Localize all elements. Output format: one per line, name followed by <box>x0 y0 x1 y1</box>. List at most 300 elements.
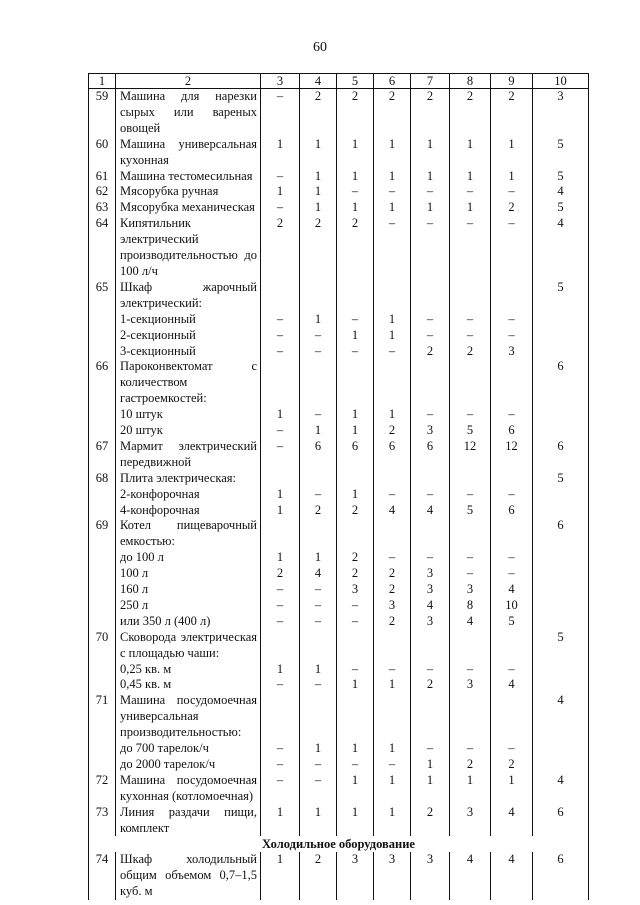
value-cell <box>300 137 337 169</box>
header-cell: 4 <box>300 74 337 89</box>
value-cell <box>374 328 411 344</box>
value: 2 <box>314 89 322 103</box>
value: – <box>466 327 474 342</box>
row-number <box>89 344 116 360</box>
col10-value: 6 <box>533 805 589 837</box>
value: – <box>314 486 322 501</box>
value: – <box>466 216 474 231</box>
value: 1 <box>276 184 284 199</box>
value: 1 <box>314 804 322 819</box>
value-cell <box>300 200 337 216</box>
row-number: 59 <box>89 89 116 137</box>
value-cell <box>450 518 491 550</box>
row-number: 73 <box>89 805 116 837</box>
value: 4 <box>466 852 474 867</box>
col10-value: 5 <box>533 471 589 487</box>
value-cell <box>411 439 450 471</box>
row-name: 10 штук <box>116 407 261 423</box>
value: 6 <box>426 438 434 453</box>
row-name: Котел пищеварочный емкостью: <box>116 518 261 550</box>
value: 2 <box>388 582 396 597</box>
value-cell <box>300 89 337 137</box>
table-row <box>89 89 589 137</box>
row-number <box>89 423 116 439</box>
header-cell: 1 <box>89 74 116 89</box>
value: 3 <box>508 343 515 358</box>
value: 2 <box>351 89 359 103</box>
value-cell <box>300 280 337 312</box>
value-cell <box>411 518 450 550</box>
value-cell <box>261 773 300 805</box>
header-cell: 7 <box>411 74 450 89</box>
value-cell <box>411 805 450 837</box>
value: – <box>426 327 434 342</box>
value-cell <box>491 852 533 900</box>
table-row <box>89 503 589 519</box>
value: – <box>314 756 322 771</box>
value: 5 <box>508 613 515 628</box>
value: 4 <box>466 613 474 628</box>
value-cell <box>450 328 491 344</box>
row-name: Мармит электрический передвижной <box>116 439 261 471</box>
value: 6 <box>388 438 396 453</box>
col10-value <box>533 407 589 423</box>
col10-value: 6 <box>533 359 589 407</box>
value: – <box>276 168 284 183</box>
row-number: 60 <box>89 137 116 169</box>
table-row <box>89 423 589 439</box>
col10-value: 5 <box>533 137 589 169</box>
row-number <box>89 550 116 566</box>
value-cell <box>300 439 337 471</box>
value: 1 <box>466 772 474 787</box>
value-cell <box>337 89 374 137</box>
value: – <box>388 216 396 231</box>
value: 1 <box>388 136 396 151</box>
value: – <box>276 423 284 438</box>
value-cell <box>261 184 300 200</box>
value: 1 <box>276 661 284 676</box>
value: – <box>276 613 284 628</box>
row-number: 74 <box>89 852 116 900</box>
value-cell <box>491 550 533 566</box>
value-cell <box>450 550 491 566</box>
value: 12 <box>505 438 518 453</box>
row-number: 64 <box>89 216 116 280</box>
row-number <box>89 503 116 519</box>
value: 2 <box>388 89 396 103</box>
value-cell <box>337 503 374 519</box>
value-cell <box>337 805 374 837</box>
value-cell <box>450 630 491 662</box>
value: 12 <box>463 438 477 453</box>
value-cell <box>261 518 300 550</box>
value-cell <box>411 216 450 280</box>
value-cell <box>411 137 450 169</box>
value: – <box>466 566 474 581</box>
value-cell <box>491 407 533 423</box>
value: – <box>426 184 434 199</box>
value-cell <box>300 503 337 519</box>
value-cell <box>374 359 411 407</box>
value-cell <box>491 518 533 550</box>
value: – <box>388 661 396 676</box>
value-cell <box>491 200 533 216</box>
value: 2 <box>466 343 474 358</box>
value: 1 <box>314 423 322 438</box>
value-cell <box>261 503 300 519</box>
value-cell <box>300 328 337 344</box>
value: 1 <box>351 407 359 422</box>
value: 3 <box>426 423 434 438</box>
value-cell <box>491 566 533 630</box>
value: 3 <box>466 804 474 819</box>
col10-value <box>533 487 589 503</box>
value-cell <box>337 566 374 630</box>
value: – <box>351 343 359 358</box>
value-cell <box>411 662 450 694</box>
value: 2 <box>388 423 396 438</box>
table-row <box>89 662 589 694</box>
value: 2 <box>351 550 359 565</box>
value: – <box>276 741 284 756</box>
col10-value <box>533 344 589 360</box>
value: 1 <box>314 311 322 326</box>
value-cell <box>411 471 450 487</box>
value: 1 <box>314 136 322 151</box>
value: – <box>466 184 474 199</box>
value-cell <box>337 487 374 503</box>
value: 1 <box>314 550 322 565</box>
col10-value: 5 <box>533 169 589 185</box>
value: – <box>276 327 284 342</box>
value: 2 <box>426 89 434 103</box>
value: – <box>388 756 396 771</box>
value-cell <box>450 503 491 519</box>
value: 1 <box>388 677 396 692</box>
value: 2 <box>426 677 434 692</box>
row-number: 65 <box>89 280 116 312</box>
value: 1 <box>314 168 322 183</box>
value: 1 <box>276 550 284 565</box>
value: – <box>276 756 284 771</box>
value: – <box>314 677 322 692</box>
value-cell <box>450 423 491 439</box>
value: 1 <box>351 168 359 183</box>
value-cell <box>261 662 300 694</box>
value: 1 <box>351 327 359 342</box>
value-cell <box>450 662 491 694</box>
value-cell <box>411 566 450 630</box>
value: 1 <box>388 327 396 342</box>
value: – <box>388 343 396 358</box>
header-row <box>89 74 589 89</box>
value: 4 <box>508 582 515 597</box>
value: 2 <box>276 566 284 581</box>
value-cell <box>374 423 411 439</box>
value: 2 <box>388 613 396 628</box>
value: – <box>351 311 359 326</box>
row-name: Машина тестомесильная <box>116 169 261 185</box>
section-title: Холодильное оборудование <box>89 836 589 852</box>
value: 2 <box>388 566 396 581</box>
value-cell <box>491 359 533 407</box>
table-row <box>89 359 589 407</box>
value-cell <box>491 693 533 741</box>
value: – <box>426 741 434 756</box>
col10-value <box>533 566 589 630</box>
value: 1 <box>388 804 396 819</box>
value-cell <box>300 662 337 694</box>
row-number <box>89 312 116 328</box>
value: – <box>508 407 515 422</box>
value: 3 <box>426 613 434 628</box>
value-cell <box>300 344 337 360</box>
value: – <box>466 486 474 501</box>
value: 2 <box>508 200 515 215</box>
row-name: Машина универсальная кухонная <box>116 137 261 169</box>
value: 4 <box>508 804 515 819</box>
value: 3 <box>426 582 434 597</box>
value-cell <box>374 344 411 360</box>
value-cell <box>300 487 337 503</box>
value-cell <box>337 344 374 360</box>
value-cell <box>374 312 411 328</box>
value: – <box>276 343 284 358</box>
value-cell <box>261 741 300 773</box>
value-cell <box>261 216 300 280</box>
table-row <box>89 312 589 328</box>
col10-value <box>533 503 589 519</box>
value: 1 <box>426 200 434 215</box>
value: 2 <box>466 756 474 771</box>
value-cell <box>261 89 300 137</box>
value: – <box>466 661 474 676</box>
value: – <box>508 550 515 565</box>
row-name: Пароконвектомат с количеством гастроемкостей: <box>116 359 261 407</box>
row-name: 2-секционный <box>116 328 261 344</box>
value-cell <box>337 359 374 407</box>
section-row <box>89 836 589 852</box>
row-number: 68 <box>89 471 116 487</box>
value-cell <box>300 566 337 630</box>
value-cell <box>411 773 450 805</box>
value-cell <box>300 805 337 837</box>
header-cell: 10 <box>533 74 589 89</box>
row-name: Шкаф жарочный электрический: <box>116 280 261 312</box>
row-number: 71 <box>89 693 116 741</box>
value-cell <box>337 852 374 900</box>
value: 1 <box>351 677 359 692</box>
row-name: 0,25 кв. м 0,45 кв. м <box>116 662 261 694</box>
value: – <box>276 597 284 612</box>
value-cell <box>411 359 450 407</box>
header-cell: 5 <box>337 74 374 89</box>
value: 1 <box>388 168 396 183</box>
value-cell <box>300 407 337 423</box>
table-row <box>89 471 589 487</box>
value-cell <box>411 328 450 344</box>
value-cell <box>337 439 374 471</box>
value-cell <box>450 852 491 900</box>
value-cell <box>411 630 450 662</box>
value: – <box>314 407 322 422</box>
value-cell <box>261 312 300 328</box>
value: – <box>466 741 474 756</box>
value: 2 <box>351 216 359 231</box>
value-cell <box>261 407 300 423</box>
value: 1 <box>351 804 359 819</box>
col10-value <box>533 312 589 328</box>
value-cell <box>450 773 491 805</box>
value-cell <box>491 471 533 487</box>
value: 1 <box>276 852 284 867</box>
value-cell <box>450 280 491 312</box>
value-cell <box>450 566 491 630</box>
value-cell <box>261 280 300 312</box>
row-number: 63 <box>89 200 116 216</box>
value-cell <box>491 280 533 312</box>
value-cell <box>491 328 533 344</box>
value-cell <box>300 741 337 773</box>
value: 1 <box>351 423 359 438</box>
row-number <box>89 566 116 630</box>
value-cell <box>450 312 491 328</box>
value: – <box>508 741 515 756</box>
value-cell <box>261 439 300 471</box>
row-name: 3-секционный <box>116 344 261 360</box>
value-cell <box>300 773 337 805</box>
value-cell <box>374 566 411 630</box>
value-cell <box>450 216 491 280</box>
value: 1 <box>508 136 515 151</box>
value: 1 <box>276 136 284 151</box>
value: 2 <box>314 502 322 517</box>
value-cell <box>450 89 491 137</box>
value-cell <box>261 566 300 630</box>
page-number: 60 <box>313 40 327 55</box>
value-cell <box>337 693 374 741</box>
value-cell <box>491 216 533 280</box>
value-cell <box>261 344 300 360</box>
table-row <box>89 200 589 216</box>
row-name: 2-конфорочная <box>116 487 261 503</box>
row-number <box>89 407 116 423</box>
value: 2 <box>426 343 434 358</box>
value: – <box>314 613 322 628</box>
value-cell <box>374 471 411 487</box>
value: 1 <box>388 772 396 787</box>
row-name: Мясорубка механическая <box>116 200 261 216</box>
value: 2 <box>508 756 515 771</box>
value: – <box>508 311 515 326</box>
value-cell <box>374 169 411 185</box>
value: 2 <box>276 216 284 231</box>
value-cell <box>411 312 450 328</box>
value: 10 <box>505 597 518 612</box>
value-cell <box>300 852 337 900</box>
value: 1 <box>351 741 359 756</box>
value: 3 <box>466 582 474 597</box>
value-cell <box>374 550 411 566</box>
value: – <box>314 597 322 612</box>
value-cell <box>450 487 491 503</box>
row-name: Сковорода электрическая с площадью чаши: <box>116 630 261 662</box>
value-cell <box>450 471 491 487</box>
value: 3 <box>426 852 434 867</box>
value: 5 <box>466 502 474 517</box>
value-cell <box>450 169 491 185</box>
value-cell <box>300 550 337 566</box>
value: 2 <box>314 216 322 231</box>
table-row <box>89 137 589 169</box>
col10-value: 4 <box>533 693 589 741</box>
value-cell <box>374 487 411 503</box>
value-cell <box>411 89 450 137</box>
value: – <box>508 327 515 342</box>
value-cell <box>450 137 491 169</box>
value-cell <box>300 169 337 185</box>
value: – <box>426 216 434 231</box>
row-name: Линия раздачи пищи, комплект <box>116 805 261 837</box>
table-row <box>89 344 589 360</box>
value-cell <box>374 439 411 471</box>
value-cell <box>491 503 533 519</box>
col10-value <box>533 328 589 344</box>
row-number <box>89 662 116 694</box>
value: 1 <box>388 741 396 756</box>
col10-value: 4 <box>533 216 589 280</box>
value: 3 <box>466 677 474 692</box>
value: – <box>276 438 284 453</box>
value: – <box>508 566 515 581</box>
value: – <box>466 550 474 565</box>
value-cell <box>300 359 337 407</box>
table-row <box>89 550 589 566</box>
value: – <box>351 661 359 676</box>
col10-value: 4 <box>533 184 589 200</box>
value-cell <box>261 852 300 900</box>
row-name: 20 штук <box>116 423 261 439</box>
value: – <box>426 486 434 501</box>
value: – <box>276 677 284 692</box>
value-cell <box>337 169 374 185</box>
value: 5 <box>466 423 474 438</box>
value: – <box>508 486 515 501</box>
value-cell <box>450 184 491 200</box>
value-cell <box>374 741 411 773</box>
value: 1 <box>388 407 396 422</box>
value: 2 <box>426 804 434 819</box>
value-cell <box>411 184 450 200</box>
table-row <box>89 407 589 423</box>
value-cell <box>374 805 411 837</box>
value-cell <box>491 344 533 360</box>
value: 2 <box>351 566 359 581</box>
value: – <box>388 184 396 199</box>
value: 2 <box>314 852 322 867</box>
value: 3 <box>351 852 359 867</box>
value-cell <box>300 630 337 662</box>
value-cell <box>337 312 374 328</box>
value-cell <box>337 200 374 216</box>
value: – <box>276 200 284 215</box>
value-cell <box>374 852 411 900</box>
value-cell <box>411 852 450 900</box>
value-cell <box>261 487 300 503</box>
row-name: 1-секционный <box>116 312 261 328</box>
value-cell <box>374 89 411 137</box>
